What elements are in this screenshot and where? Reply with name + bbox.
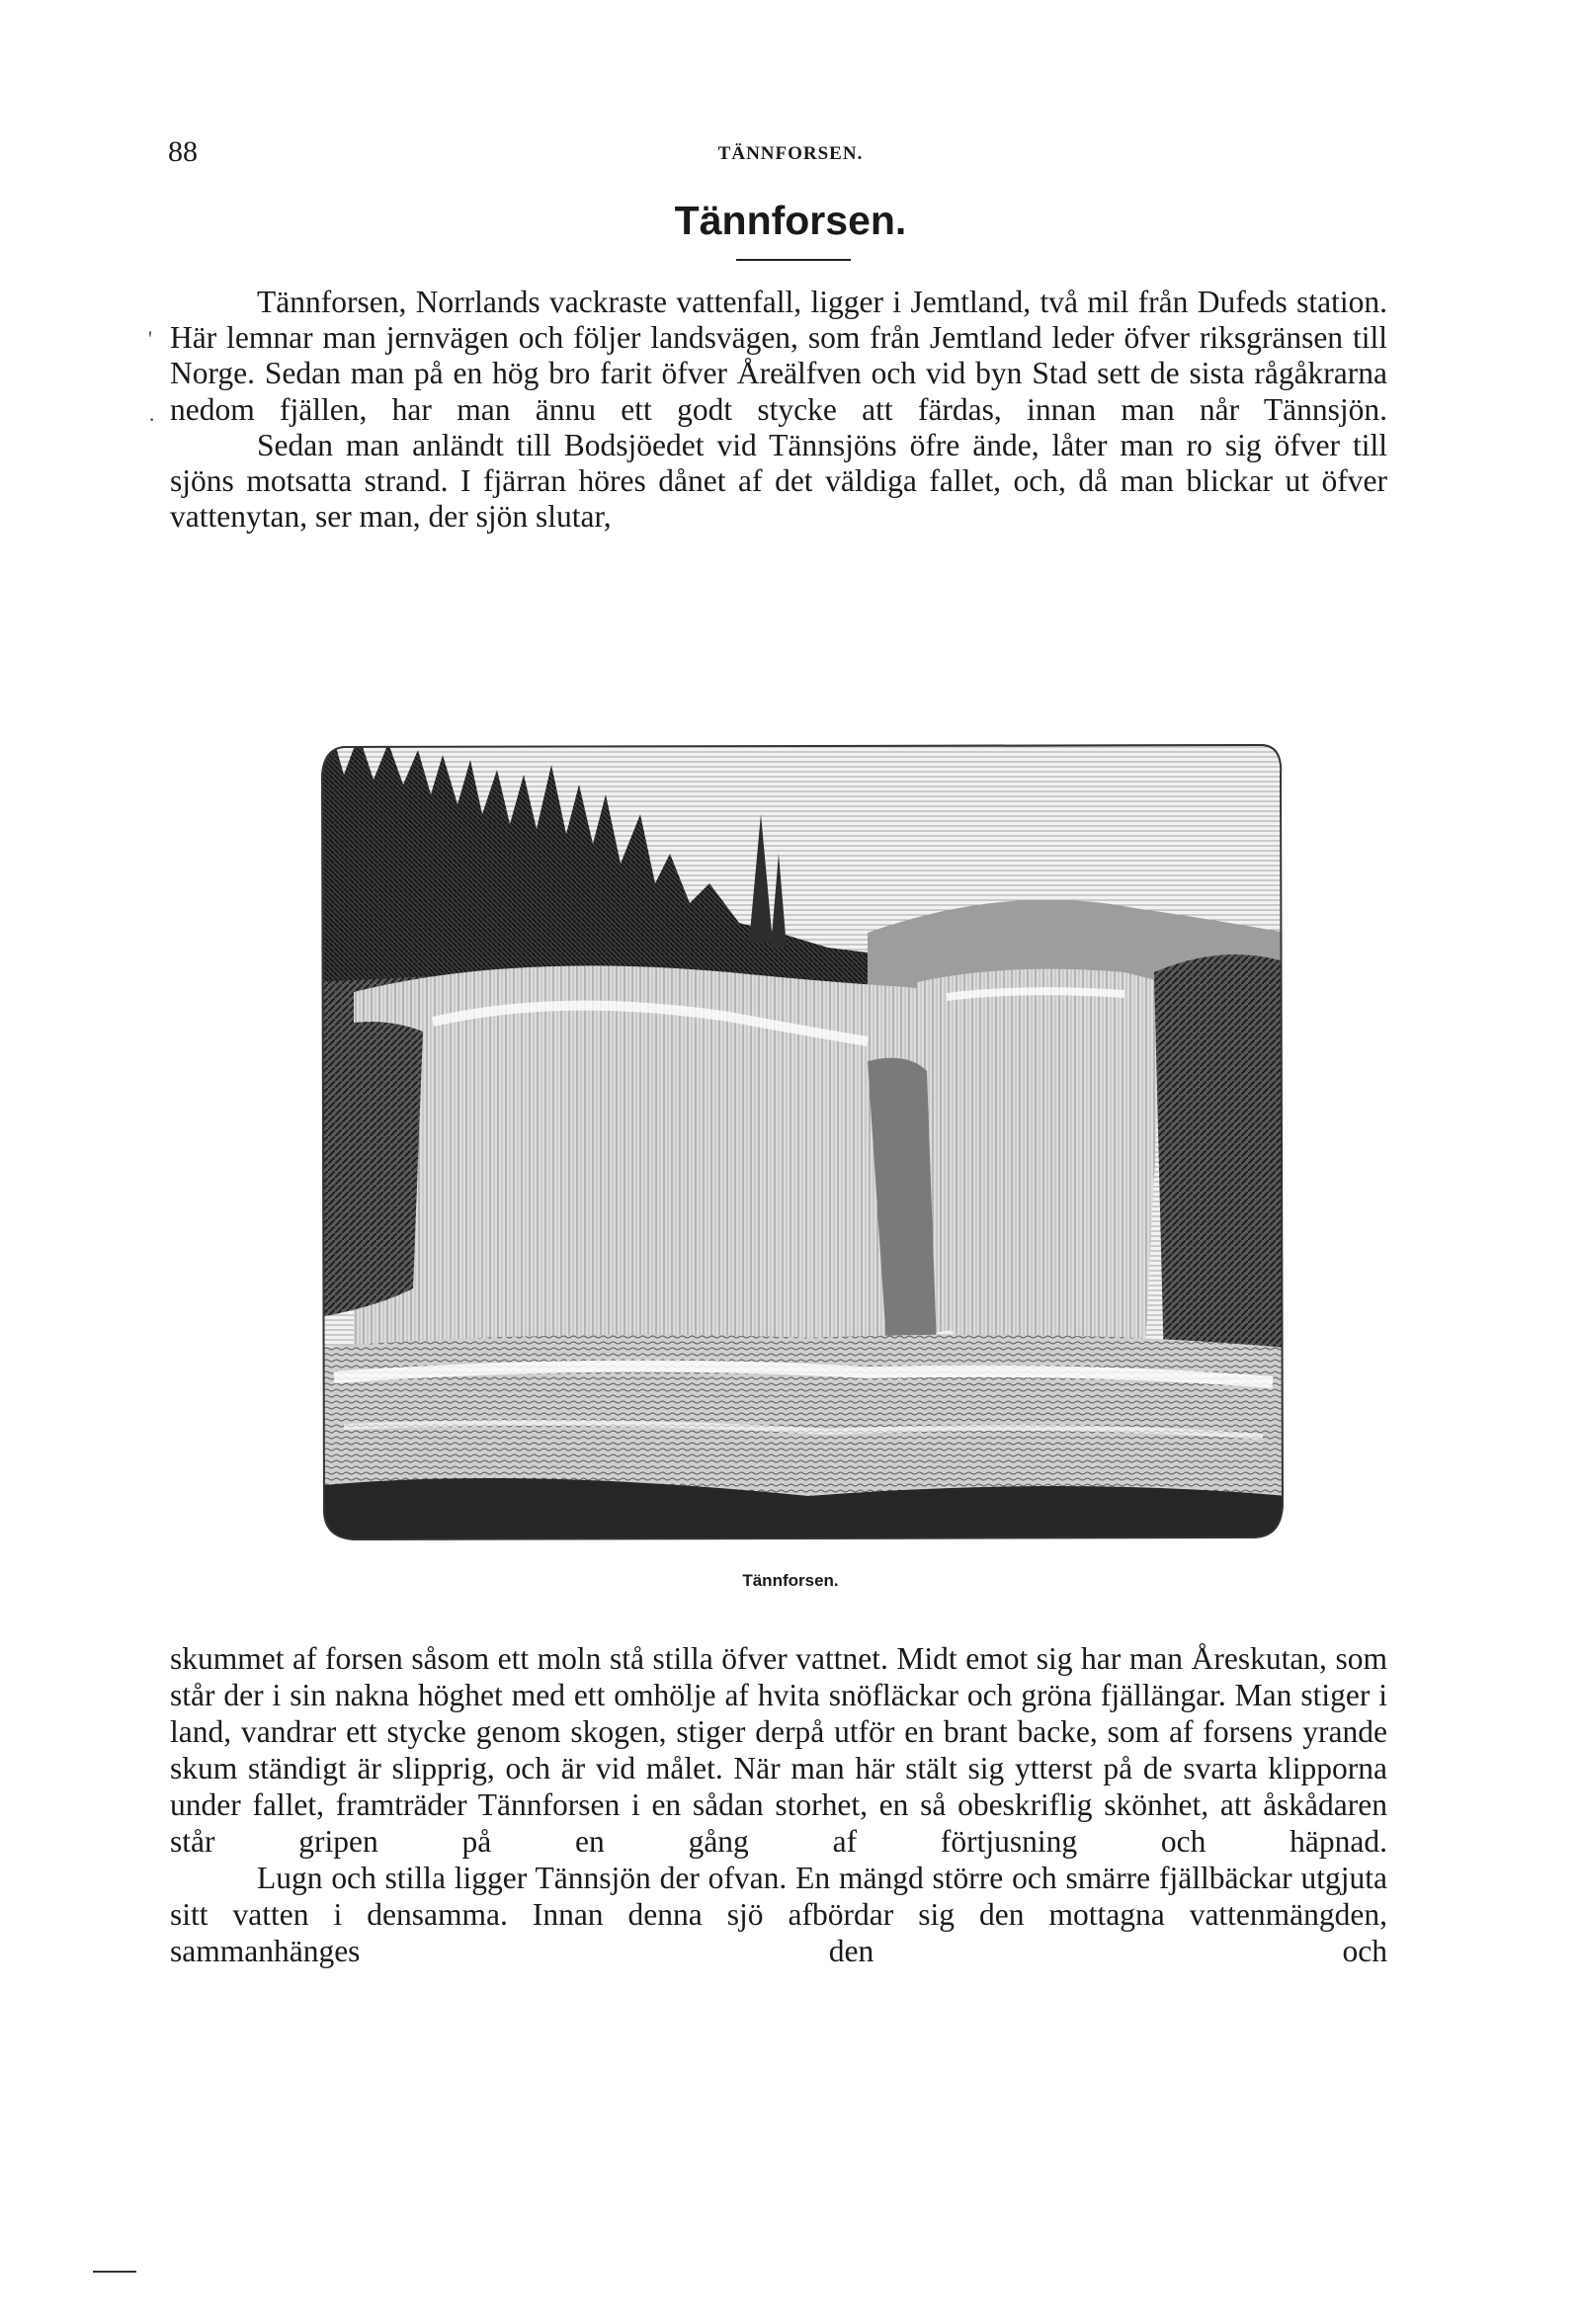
margin-dot: · (148, 407, 156, 432)
figure-caption: Tännforsen. (742, 1571, 839, 1590)
body-text-bottom (170, 1640, 1387, 1969)
paragraph: Tännforsen, Norrlands vackraste vattenfall, ligger i Jemtland, två mil från Dufeds station. Här lemnar man jernvägen och följer landsvägen, som från Jemtland leder öfver riksgränsen till Norge. Sedan man på en hög bro farit öfver Åreälfven och vid byn Stad sett de sista rågåkrarna nedom fjällen, har man ännu ett godt stycke att färdas, innan man når Tännsjön. (170, 285, 1387, 427)
body-text-top (170, 285, 1387, 535)
page-title: Tännforsen. (674, 198, 907, 243)
paragraph: Lugn och stilla ligger Tännsjön der ofvan. En mängd större och smärre fjällbäckar utgjuta sitt vatten i densamma. Innan denna sjö afbördar sig den mottagna vattenmängden, sammanhänges den och (170, 1861, 1387, 1968)
running-head: TÄNNFORSEN. (717, 143, 864, 164)
margin-tick: ' (148, 326, 152, 351)
margin-rule (93, 2271, 136, 2273)
waterfall-engraving (314, 735, 1287, 1551)
page-number: 88 (168, 135, 198, 168)
title-rule (736, 259, 851, 261)
paragraph: Sedan man anländt till Bodsjöedet vid Tännsjöns öfre ände, låter man ro sig öfver till sjöns motsatta strand. I fjärran höres dånet af det väldiga fallet, och, då man blickar ut öfver vattenytan, ser man, der sjön slutar, (170, 427, 1387, 535)
paragraph: skummet af forsen såsom ett moln stå stilla öfver vattnet. Midt emot sig har man Åreskutan, som står der i sin nakna höghet med ett omhölje af hvita snöfläckar och gröna fjällängar. Man stiger i land, vandrar ett stycke genom skogen, stiger derpå utför en brant backe, som af forsens yrande skum ständigt är slipprig, och är vid målet. När man här stält sig ytterst på de svarta klipporna under fallet, framträder Tännforsen i en sådan storhet, en så obeskriflig skönhet, att åskådaren står gripen på en gång af förtjusning och häpnad. (170, 1641, 1387, 1859)
